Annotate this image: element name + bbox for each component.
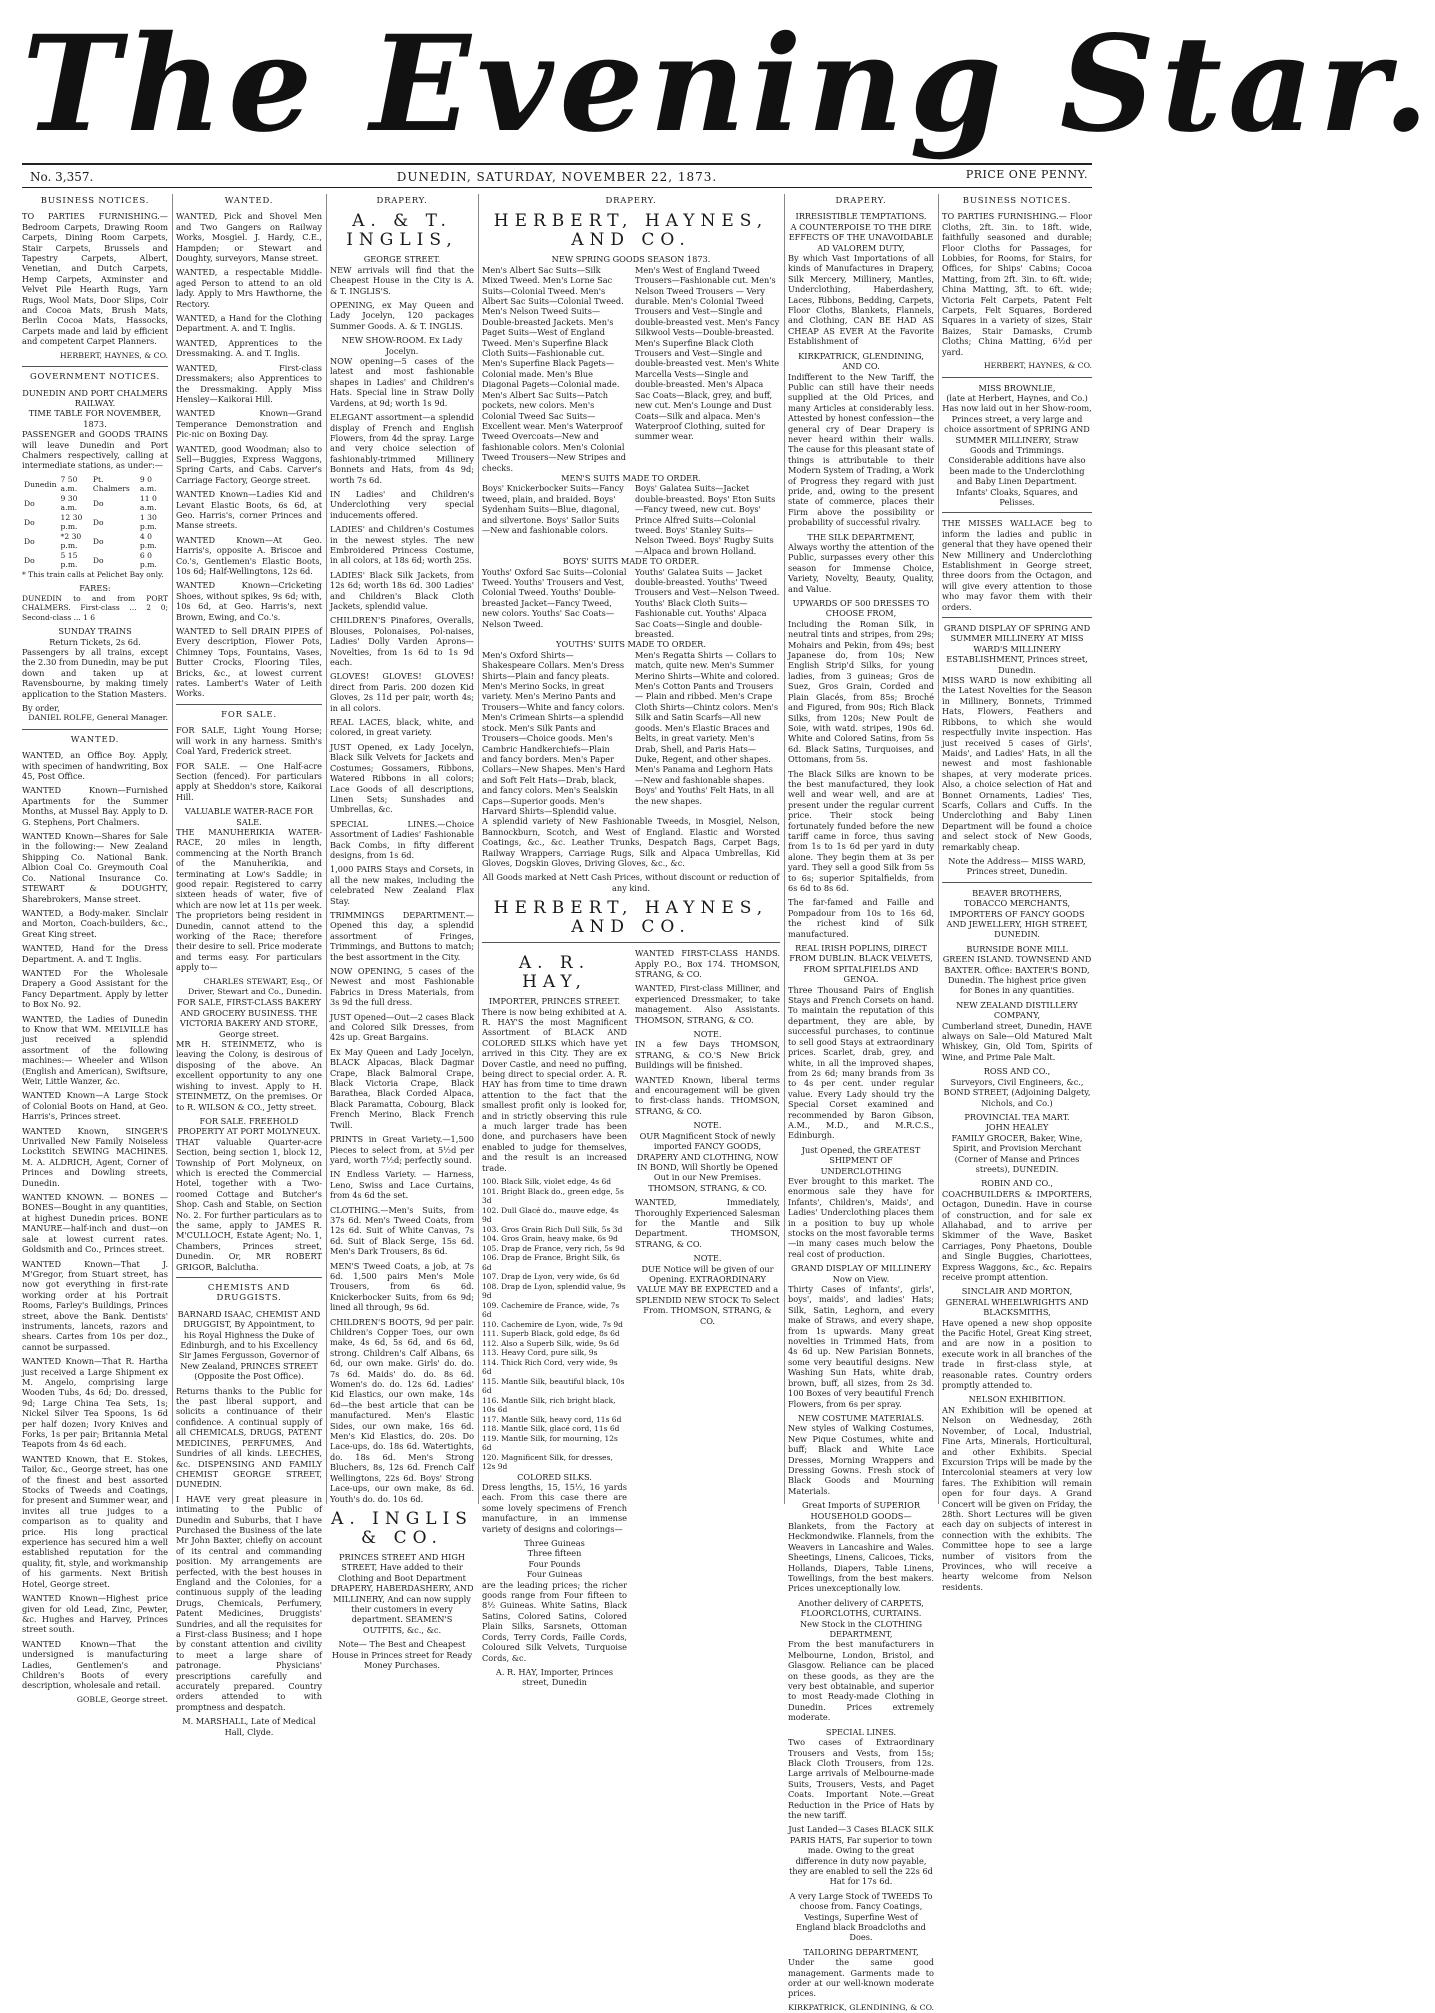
list-item: Three Guineas bbox=[524, 1538, 585, 1549]
firm-name: MISS BROWNLIE, bbox=[978, 382, 1056, 393]
cell: 12 30 p.m. bbox=[60, 512, 83, 532]
advert-title: UPWARDS OF 500 DRESSES TO CHOOSE FROM, bbox=[792, 598, 930, 619]
timetable bbox=[22, 475, 168, 570]
advert-title: GRAND DISPLAY OF MILLINERY Now on View. bbox=[790, 1263, 932, 1284]
list-item: 100. Black Silk, violet edge, 4s 6d bbox=[482, 1177, 612, 1187]
table-row bbox=[22, 494, 168, 513]
advert-title: FOR SALE. FREEHOLD PROPERTY AT PORT MOLYNEUX. bbox=[177, 1115, 321, 1137]
list-item: 113. Heavy Cord, pure silk, 9s bbox=[482, 1348, 598, 1358]
advert: JUST Opened, ex Lady Jocelyn, Black Silk Velvets for Jackets and Costumes; Gossamers, Ribbons, Watered Ribbons in all colors; Lace Goods of all descriptions, Linen Sets; Sunshades and Umbrellas, &c. bbox=[330, 741, 474, 815]
advert-signature: KIRKPATRICK, GLENDINING, & CO. bbox=[788, 2002, 934, 2012]
firm-address: IMPORTER, PRINCES STREET. bbox=[488, 996, 621, 1007]
cell: Do bbox=[24, 555, 35, 565]
advert: WANTED Known, SINGER'S Unrivalled New Family Noiseless Lockstitch SEWING MACHINES. M. A. ALDRICH, Agent, Corner of Princes and Dowling streets, Dunedin. bbox=[22, 1125, 168, 1188]
advert: By which Vast Importations of all kinds of Manufactures in Drapery, Silk Mercery, Millinery, Mantles, Underclothing, Haberdashery, Laces, Ribbons, Bedding, Carpets, Floor Cloths, Blankets, Flannels, and Clothing, CAN BE HAD AS CHEAP AS EVER At the Favorite Establishment of bbox=[788, 253, 934, 347]
divider bbox=[942, 377, 1092, 378]
list-item: 105. Drap de France, very rich, 5s 9d bbox=[482, 1243, 625, 1253]
advert: IN a few Days THOMSON, STRANG, & CO.'S New Brick Buildings will be finished. bbox=[635, 1039, 780, 1071]
cell: Do bbox=[24, 517, 35, 527]
advert: MEN'S Tweed Coats, a job, at 7s 6d. 1,500 pairs Men's Mole Trousers, from 6s 6d. Knickerbocker Suits, from 6s 9d; lined all through, 9s 6d. bbox=[330, 1260, 474, 1313]
sunday-subtitle: Return Tickets, 2s 6d. bbox=[49, 636, 141, 647]
cell: 4 0 p.m. bbox=[139, 531, 157, 551]
fares-title: FARES: bbox=[79, 583, 111, 594]
lower-section bbox=[482, 948, 780, 1688]
advert-title: Great Imports of SUPERIOR HOUSEHOLD GOODS— bbox=[801, 1500, 921, 1521]
advert: A very Large Stock of TWEEDS To choose from. Fancy Coatings, Vestings, Superfine West of England black Broadcloths and Does. bbox=[789, 1890, 933, 1943]
advert: Returns thanks to the Public for the past liberal support, and solicits a continuance of their confidence. A continual supply of all CHEMICALS, DRUGS, PATENT MEDICINES, PERFUMES, And Sundries of all kinds. LEECHES, &c. DISPENSING AND FAMILY CHEMIST GEORGE STREET, DUNEDIN. bbox=[176, 1385, 322, 1490]
advert-signature: GOBLE, George street. bbox=[76, 1694, 168, 1704]
timetable-title: TIME TABLE FOR NOVEMBER, 1873. bbox=[28, 408, 162, 429]
hay-advert bbox=[482, 948, 627, 1688]
advert-title: NEW COSTUME MATERIALS. bbox=[797, 1412, 925, 1423]
advert-signature: A. R. HAY, Importer, Princes street, Dunedin bbox=[495, 1666, 614, 1688]
clothing-list bbox=[482, 265, 780, 473]
firm-name: A. INGLIS & CO. bbox=[331, 1508, 473, 1548]
list-item: 104. Gros Grain, heavy make, 6s 9d bbox=[482, 1234, 618, 1244]
sunday-text: Passengers by all trains, except the 2.30 from Dunedin, may be put down and taken up at Ravensbourne, by making timely application to the Station Masters. bbox=[22, 646, 168, 699]
advert: CLOTHING.—Men's Suits, from 37s 6d. Men's Tweed Coats, from 12s 6d. Suit of White Canvas, 7s 6d. Suit of Black Serge, 15s 6d. Men's Dark Trousers, 8s 6d. bbox=[330, 1204, 474, 1257]
firm-name: KIRKPATRICK, GLENDINING, AND CO. bbox=[798, 350, 924, 372]
thomson-adverts bbox=[635, 948, 780, 1688]
firm-name: ROBIN AND CO., bbox=[981, 1178, 1053, 1189]
column-divider bbox=[938, 194, 939, 1504]
note-title: NOTE. bbox=[693, 1253, 722, 1264]
column-divider bbox=[478, 194, 479, 1504]
advert: OUR Magnificent Stock of newly imported FANCY GOODS, DRAPERY AND CLOTHING, NOW IN BOND, Will Shortly be Opened Out in our New Premises. THOMSON, STRANG, & CO. bbox=[636, 1130, 779, 1193]
advert-title: TAILORING DEPARTMENT, bbox=[803, 1946, 919, 1957]
cell: 6 0 p.m. bbox=[139, 550, 157, 570]
advert: There is now being exhibited at A. R. HAY'S the most Magnificent Assortment of BLACK AND COLORED SILKS which have yet arrived in this City. They are ex Dover Castle, and need no puffing, being direct to special order. A. R. HAY has from time to time drawn attention to the fact that the smallest profit only is looked for, and in strictly observing this rule a much larger trade has been done, and purchasers have been enabled to judge for themselves, and the result is an increased trade. bbox=[482, 1006, 627, 1173]
section-heading: DRAPERY. bbox=[376, 196, 428, 206]
advert: The far-famed and Faille and Pompadour from 10s to 16s 6d, the richest kind of Silk manufactured. bbox=[788, 897, 934, 939]
advert: WANTED Known—A Large Stock of Colonial Boots on Hand, at Geo. Harris's, Princes street. bbox=[22, 1090, 168, 1122]
column-divider bbox=[784, 194, 785, 1504]
clothing-list bbox=[482, 567, 780, 640]
advert-title: IRRESISTIBLE TEMPTATIONS. bbox=[795, 211, 927, 222]
table-row bbox=[22, 551, 168, 570]
advert: WANTED, good Woodman; also to Sell—Buggies, Express Waggons, Spring Carts, and Cabs. Carver's Carriage Factory, George street. bbox=[176, 443, 322, 485]
advert: TO PARTIES FURNISHING.— Floor Cloths, 2ft. 3in. to 18ft. wide, faithfully seasoned and durable; Floor Cloths for Passages, for Lobbies, for Rooms, for Stairs, for Offices, for Ships' Cabins; Cocoa Matting, from 2ft. 3in. to 6ft. wide; China Matting, 3ft. to 6ft. wide; Victoria Felt Carpets, Patent Felt Carpets, Felt Squares, Bordered Squares in a variety of sizes, Stair Baizes, Stair Damasks, Crumb Cloths; China Matting, 6½d per yard. bbox=[942, 211, 1092, 357]
firm-name: BEAVER BROTHERS, bbox=[972, 887, 1062, 898]
advert: WANTED Known—That the undersigned is manufacturing Ladies, Gentlemen's and Children's Boots of every description, wholesale and retail. bbox=[22, 1638, 168, 1691]
list-item: 106. Drap de France, Bright Silk, 6s 6d bbox=[482, 1253, 620, 1272]
list-item: 112. Also a Superb Silk, wide, 9s 6d bbox=[482, 1338, 620, 1348]
cell: Do bbox=[92, 536, 104, 546]
advert: WANTED Known—Cricketing Shoes, without spikes, 9s 6d; with, 10s 6d, at Geo. Harris's, next Brown, Ewing, and Co.'s. bbox=[176, 580, 322, 622]
cell: 5 15 p.m. bbox=[60, 550, 78, 570]
list-item: Three fifteen bbox=[527, 1548, 582, 1559]
advert: WANTED Known, that E. Stokes, Tailor, &c., George street, has one of the finest and best assorted Stocks of Tweeds and Coatings, for present and Summer wear, and invites all true judges to a comparison as to quality and price. His long practical experience has secured him a well established reputation for the quality, fit, style, and workmanship of his garments. Next British Hotel, George street. bbox=[22, 1453, 168, 1589]
advert: Just Landed—3 Cases BLACK SILK PARIS HATS, Far superior to town made. Owing to the great difference in duty now payable, they are enabled to sell the 22s 6d Hat for 17s 6d. bbox=[788, 1824, 934, 1887]
advert: NOW OPENING, 5 cases of the Newest and most Fashionable Fabrics in Dress Materials, from 3s 9d the full dress. bbox=[330, 966, 474, 1008]
advert: PRINCES STREET AND HIGH STREET, Have added to their Clothing and Boot Department DRAPERY, HABERDASHERY, AND MILLINERY, And can now supply their customers in every department. SEAMEN'S OUTFITS, &c., &c. bbox=[330, 1551, 474, 1635]
advert: THE MISSES WALLACE beg to inform the ladies and public in general that they have opened their New Millinery and Underclothing Establishment in George street, three doors from the Octagon, and will give every attention to those who may favor them with their orders. bbox=[942, 518, 1092, 612]
firm-name: A. & T. INGLIS, bbox=[346, 211, 458, 251]
advert: 1,000 PAIRS Stays and Corsets, in all the new makes, including the celebrated New Zealand Flax Stay. bbox=[330, 864, 474, 906]
advert-title: REAL IRISH POPLINS, DIRECT FROM DUBLIN. BLACK VELVETS, FROM SPITALFIELDS AND GENOA. bbox=[789, 943, 933, 985]
advert: MR H. STEINMETZ, who is leaving the Colony, is desirous of disposing of the above. An excellent opportunity to any one wishing to invest. Apply to H. STEINMETZ, On the premises. Or to R. WILSON & CO., Jetty street. bbox=[176, 1039, 322, 1112]
advert-signature: HERBERT, HAYNES, & CO. bbox=[983, 361, 1092, 371]
advert: COACHBUILDERS & IMPORTERS, Octagon, Dunedin. Have in course of construction, and for sale ex Allahabad, and to arrive per Skimmer of the Wave, Basket Carriages, Pony Phaetons, Double and Single Buggies, Chariottees, Express Waggons, &c., &c. Repairs receive prompt attention. bbox=[942, 1188, 1092, 1282]
advert: SPECIAL LINES.—Choice Assortment of Ladies' Fashionable Back Combs, in fifty different designs, from 1s 6d. bbox=[330, 818, 474, 860]
dateline-rule bbox=[22, 187, 1092, 188]
order-title: MEN'S SUITS MADE TO ORDER. bbox=[561, 472, 701, 483]
cell: Do bbox=[92, 498, 104, 508]
cell: Do bbox=[24, 498, 35, 508]
advert-title: GRAND DISPLAY OF SPRING AND SUMMER MILLINERY AT MISS WARD'S MILLINERY ESTABLISHMENT, Princes street, Dunedin. bbox=[943, 623, 1091, 675]
list-column: Boys' Galatea Suits—Jacket double-breasted. Boys' Eton Suits—Fancy tweed, new cut. Boys' Prince Alfred Suits—Colonial tweed. Boys' Stanley Suits—Nelson Tweed. Boys' Rugby Suits—Alpaca and brown Holland. bbox=[635, 483, 776, 556]
advert: TRIMMINGS DEPARTMENT.—Opened this day, a splendid assortment of Fringes, Trimmings, and Buttons to match; the best assortment in the City. bbox=[330, 909, 474, 962]
advert: WANTED, First-class Dressmakers; also Apprentices to the Dressmaking. Apply Miss Hensley—Kaikorai Hill. bbox=[176, 362, 322, 404]
advert: Indifferent to the New Tariff, the Public can still have their needs supplied at the Old Prices, and many Articles at considerably less. Attested by honest confession—the general cry of Dear Drapery is never heard within their walls. The cause for this pleasant state of things is attributable to their Modern System of Trading, a Work of Progress they regard with just pride, and, owing to the present state of commerce, places their Firm above the possibility or probability of successful rivalry. bbox=[788, 371, 934, 528]
advert: MISS WARD is now exhibiting all the Latest Novelties for the Season in Millinery, Bonnets, Trimmed Hats, Flowers, Feathers and Ribbons, to which she would respectfully invite inspection. Has just received 5 cases of Girls', Maids', and Ladies' Hats, in all the newest and most fashionable shapes, at very moderate prices. Also, a choice selection of Hat and Bonnet Ornaments, Ladies' Ties, Scarfs, Collars and Cuffs. In the Underclothing and Baby Linen Department will be found a choice and select stock of New Goods, remarkably cheap. bbox=[942, 675, 1092, 852]
order-title: BOYS' SUITS MADE TO ORDER. bbox=[562, 556, 700, 567]
column-5 bbox=[788, 194, 934, 2012]
advert: OPENING, ex May Queen and Lady Jocelyn, 120 packages Summer Goods. A. & T. INGLIS. bbox=[330, 300, 474, 331]
advert: WANTED Known—At Geo. Harris's, opposite A. Briscoe and Co.'s, Gentlemen's Elastic Boots, 10s 6d; Half-Wellingtons, 12s 6d. bbox=[176, 534, 322, 576]
firm-name: NEW ZEALAND DISTILLERY COMPANY, bbox=[956, 999, 1078, 1021]
section-heading: FOR SALE. bbox=[221, 709, 277, 720]
advert: IN Endless Variety. — Harness, Leno, Swiss and Lace Curtains, from 4s 6d the set. bbox=[330, 1169, 474, 1201]
firm-name: JOHN HEALEY bbox=[985, 1122, 1049, 1133]
list-item: 102. Dull Glacé do., mauve edge, 4s 9d bbox=[482, 1205, 619, 1225]
section-heading: WANTED. bbox=[224, 196, 274, 206]
firm-name: A. R. HAY, bbox=[518, 953, 591, 993]
advert-note: All Goods marked at Nett Cash Prices, without discount or reduction of any kind. bbox=[482, 872, 780, 893]
cell: 7 50 a.m. bbox=[60, 474, 78, 494]
advert: WANTED, a Body-maker. Sinclair and Morton, Coach-builders, &c., Great King street. bbox=[22, 907, 168, 939]
advert: Surveyors, Civil Engineers, &c., BOND STREET, (Adjoining Dalgety, Nichols, and Co.) bbox=[943, 1076, 1091, 1108]
table-row bbox=[22, 513, 168, 532]
advert: WANTED, an Office Boy. Apply, with specimen of handwriting, Box 45, Post Office. bbox=[22, 750, 168, 782]
section-heading: CHEMISTS AND DRUGGISTS. bbox=[207, 1283, 291, 1304]
advert: LADIES' and Children's Costumes in the newest styles. The new Embroidered Princess Costume, in all colors, at 18s 6d; worth 25s. bbox=[330, 524, 474, 566]
column-2 bbox=[176, 194, 322, 1737]
advert-note: Note— The Best and Cheapest House in Princes street for Ready Money Purchases. bbox=[331, 1639, 473, 1670]
cell: Pt. Chalmers bbox=[92, 474, 130, 494]
advert: WANTED KNOWN. — BONES — BONES—Bought in any quantities, at highest Dunedin prices. BONE MANURE—half-inch and dust—on sale at lowest current rates. Goldsmith and Co., Princes street. bbox=[22, 1192, 168, 1255]
issue-number: No. 3,357. bbox=[30, 170, 94, 184]
list-column: Youths' Galatea Suits — Jacket double-breasted. Youths' Tweed Trousers and Vest—Nelson Tweed. Youths' Black Cloth Suits—Fashionable cut. Youths' Alpaca Sac Coats—Single and double-breasted. bbox=[635, 566, 780, 640]
advert: WANTED, Immediately, Thoroughly Experienced Salesman for the Mantle and Silk Department. THOMSON, STRANG, & CO. bbox=[635, 1197, 780, 1249]
advert-title: THE SILK DEPARTMENT, bbox=[807, 531, 915, 542]
advert-title: COLORED SILKS. bbox=[517, 1471, 592, 1482]
top-rule bbox=[22, 163, 1092, 165]
advert: DUE Notice will be given of our Opening. EXTRAORDINARY VALUE MAY BE EXPECTED and a SPLENDID NEW STOCK To Select From. THOMSON, STRANG, & CO. bbox=[635, 1263, 780, 1326]
list-item: 118. Mantle Silk, glacé cord, 11s 6d bbox=[482, 1424, 620, 1434]
firm-name: HERBERT, HAYNES, AND CO. bbox=[493, 211, 769, 251]
advert: IN Ladies' and Children's Underclothing very special inducements offered. bbox=[330, 488, 474, 520]
advert: Including the Roman Silk, in neutral tints and stripes, from 29s; Mohairs and Pekin, from 49s; best Japanese do, from 10s; New English Strip'd Silks, for young ladies, from 3 guineas; Gros de Suez, Gros Grain, Corded and Plain Glacés, from 85s; Broché and Figured, from 90s; Rich Black Silks, from 120s; New Poult de Soie, with watd. stripes, 190s 6d. White and Colored Satins, from 5s 6d. Black Satins, Turquoises, and Ottomans, from 5s. bbox=[788, 618, 934, 765]
advert: WANTED, a Hand for the Clothing Department. A. and T. Inglis. bbox=[176, 313, 322, 334]
advert-title: PROVINCIAL TEA MART. bbox=[964, 1111, 1070, 1122]
list-item: 115. Mantle Silk, beautiful black, 10s 6d bbox=[482, 1376, 625, 1396]
advert: WANTED, First-class Milliner, and experienced Dressmaker, to take management. Also Assistants. THOMSON, STRANG, & CO. bbox=[635, 983, 780, 1025]
advert: FOR SALE. — One Half-acre Section (fenced). For particulars apply at Sheddon's store, Kaikorai Hill. bbox=[176, 760, 322, 802]
dateline: DUNEDIN, SATURDAY, NOVEMBER 22, 1873. bbox=[396, 170, 718, 184]
column-4 bbox=[482, 194, 780, 1688]
advert-title: Just Opened, the GREATEST SHIPMENT OF UNDERCLOTHING bbox=[801, 1144, 921, 1176]
advert: Have opened a new shop opposite the Pacific Hotel, Great King street, and are now in a position to execute work in all branches of the trade in first-class style, at reasonable rates. Country orders promptly attended to. bbox=[942, 1317, 1092, 1391]
cell: 9 30 a.m. bbox=[60, 493, 78, 513]
list-item: 108. Drap de Lyon, splendid value, 9s 9d bbox=[482, 1281, 626, 1301]
advert: WANTED Known—Shares for Sale in the following:— New Zealand Shipping Co. National Bank. Albion Coal Co. Greymouth Coal Co. National Insurance Co. STEWART & DOUGHTY, Sharebrokers, Manse street. bbox=[22, 831, 168, 904]
clothing-list bbox=[482, 650, 780, 817]
advert: I HAVE very great pleasure in intimating to the Public of Dunedin and Suburbs, that I have Purchased the Business of the late Mr John Baxter, chiefly on account of its central and commanding position. My arrangements are perfected, with the best houses in England and the Colonies, for a continuous supply of the leading Drugs, Chemicals, Perfumery, Patent Medicines, Druggists' Sundries, and all the requisites for a First-class Business; and I hope by constant attention and civility to meet a large share of patronage. Physicians' prescriptions carefully and accurately prepared. Country orders attended to with promptness and despatch. bbox=[176, 1493, 322, 1712]
list-column: Boys' Knickerbocker Suits—Fancy tweed, plain, and braided. Boys' Sydenham Suits—Blue, diagonal, and silvertone. Boys' Sailor Suits—New and fashionable colors. bbox=[482, 483, 624, 535]
advert-title: VALUABLE WATER-RACE FOR SALE. bbox=[184, 806, 314, 827]
list-column: Men's West of England Tweed Trousers—Fashionable cut. Men's Nelson Tweed Trousers — Very durable. Men's Colonial Tweed Trousers and Vest—Single and double-breasted vest. Men's Fancy Silkwool Vests—Double-breasted. Men's Superfine Black Cloth Trousers and Vest—Single and double-breasted vest. Men's White Marcella Vests—Single and double-breasted. Men's Alpaca Sac Coats—Black, grey, and buff, new cut. Men's Lounge and Dust Coats—Silk and alpaca. Men's Waterproof Clothing, suited for summer wear. bbox=[635, 264, 780, 442]
advert: WANTED Known—Grand Temperance Demonstration and Pic-nic on Boxing Day. bbox=[176, 408, 322, 440]
advert: BARNARD ISAAC, CHEMIST AND DRUGGIST, By Appointment, to his Royal Highness the Duke of Edinburgh, and to his Excellency Sir James Fergusson, Governor of New Zealand, PRINCES STREET (Opposite the Post Office). bbox=[177, 1308, 321, 1382]
advert-signature: CHARLES STEWART, Esq., Of Driver, Stewart and Co., Dunedin. bbox=[187, 976, 322, 997]
advert-title: A COUNTERPOISE TO THE DIRE EFFECTS OF THE UNAVOIDABLE AD VALOREM DUTY, bbox=[788, 221, 934, 253]
table-row bbox=[22, 532, 168, 551]
advert: FOR SALE, Light Young Horse; will work in any harness. Smith's Coal Yard, Frederick street. bbox=[176, 725, 322, 757]
advert: Two cases of Extraordinary Trousers and Vests, from 15s; Black Cloth Trousers, from 12s. Large arrivals of Melbourne-made Suits, Trousers, Vests, and Paget Coats. Important Note.—Great Reduction in the Price of Hats by the new tariff. bbox=[788, 1737, 934, 1820]
advert: WANTED FIRST-CLASS HANDS. Apply P.O., Box 174. THOMSON, STRANG, & CO. bbox=[635, 948, 780, 979]
advert: Dress lengths, 15, 15½, 16 yards each. From this case there are some lovely specimens of French manufacture, in an immense variety of designs and colorings— bbox=[482, 1482, 627, 1534]
advert: GREEN ISLAND. TOWNSEND AND BAXTER. Office: BAXTER'S BOND, Dunedin. The highest price given for Bones in any quantities. bbox=[942, 954, 1092, 996]
firm-name: HERBERT, HAYNES, AND CO. bbox=[493, 898, 769, 938]
advert-signature: DANIEL ROLFE, General Manager. bbox=[28, 713, 168, 723]
section-heading: BUSINESS NOTICES. bbox=[40, 196, 150, 206]
list-column: Men's Oxford Shirts—Shakespeare Collars. Men's Dress Shirts—Plain and fancy pleats. Men's Merino Socks, in great variety. Men's Merino Pants and Trousers—White and fancy colors. Men's Crimean Shirts—a splendid stock. Men's Silk Pants and Trousers—Choice goods. Men's Cambric Handkerchiefs—Plain and fancy borders. Men's Paper Collars—New Shapes. Men's Hard and Soft Felt Hats—Drab, black, and fancy colors. Men's Sealskin Caps—Superior goods. Men's Harvard Shirts—Splendid value. bbox=[482, 649, 626, 816]
list-item: 109. Cachemire de France, wide, 7s 6d bbox=[482, 1300, 620, 1320]
list-item: 111. Superb Black, gold edge, 8s 6d bbox=[482, 1329, 620, 1339]
list-item: 117. Mantle Silk, heavy cord, 11s 6d bbox=[482, 1414, 622, 1424]
column-3 bbox=[330, 194, 474, 1670]
column-divider bbox=[326, 194, 327, 1504]
advert: PRINTS in Great Variety.—1,500 Pieces to select from, at 5½d per yard, worth 7½d; perfectly sound. bbox=[330, 1134, 474, 1165]
advert: NEW arrivals will find that the Cheapest House in the City is A. & T. INGLIS'S. bbox=[330, 264, 474, 296]
advert-signature: HERBERT, HAYNES, & CO. bbox=[59, 350, 168, 360]
divider bbox=[942, 617, 1092, 618]
section-heading: BUSINESS NOTICES. bbox=[962, 196, 1072, 206]
advert: New styles of Walking Costumes, New Pique Costumes, white and buff; Black and White Lace Dresses, Morning Wrappers and Dressing Gowns. Fresh stock of Black Goods and Mourning Materials. bbox=[788, 1423, 934, 1496]
cell: *2 30 p.m. bbox=[60, 531, 82, 551]
column-divider bbox=[172, 194, 173, 1504]
advert: Ever brought to this market. The enormous sale they have for Infants', Children's, Maids', and Ladies' Underclothing places them in a position to buy up whole stocks on the most favorable terms—in many cases much below the real cost of production. bbox=[788, 1175, 934, 1259]
advert: Cumberland street, Dunedin, HAVE always on Sale—Old Matured Malt Whiskey, Gin, Old Tom, Spirits of Wine, and Prime Pale Malt. bbox=[942, 1020, 1092, 1062]
price: PRICE ONE PENNY. bbox=[965, 168, 1088, 181]
advert-signature: M. MARSHALL, Late of Medical Hall, Clyde. bbox=[182, 1716, 316, 1737]
column-1 bbox=[22, 194, 168, 1704]
advert: CHILDREN'S BOOTS, 9d per pair. Children's Copper Toes, our own make, 4s 6d, 5s 6d, and 6s 6d, strong. Children's Calf Albans, 6s 6d, our own make. Girls' do. do. 7s 6d. Maids' do. do. 8s 6d. Women's do. do. 12s 6d. Ladies' Kid Elastics, our own make, 14s 6d—the best article that can be manufactured. Men's Elastic Sides, our own make, 16s 6d. Men's Kid Elastics, do. 20s. Do Lace-ups, do. 18s 6d. Watertights, do. 18s 6d. Men's Strong Bluchers, 8s, 12s 6d. French Calf Wellingtons, 22s 6d. Boys' Strong Lace-ups, our own make, 8s 6d. Youth's do. do. 10s 6d. bbox=[330, 1316, 474, 1504]
column-6 bbox=[942, 194, 1092, 1592]
list-item: 116. Mantle Silk, rich bright black, 10s 6d bbox=[482, 1395, 616, 1415]
advert: WANTED Known—Ladies Kid and Levant Elastic Boots, 6s 6d, at Geo. Harris's, corner Princes and Manse streets. bbox=[176, 489, 322, 531]
cell: Do bbox=[92, 517, 104, 527]
advert: WANTED to Sell DRAIN PIPES of Every description, Flower Pots, Chimney Tops, Fountains, Vases, Butter Crocks, Flooring Tiles, Bricks, &c., at lowest current rates. Lambert's Water of Leith Works. bbox=[176, 626, 322, 699]
sunday-title: SUNDAY TRAINS bbox=[58, 626, 132, 637]
firm-name: ROSS AND CO., bbox=[983, 1066, 1051, 1077]
advert-title: SPECIAL LINES. bbox=[825, 1726, 897, 1737]
advert: Ex May Queen and Lady Jocelyn, BLACK Alpacas, Black Dagmar Crape, Black Balmoral Crape, Black Victoria Crape, Black Barathea, Black Corded Alpaca, Black Paramatta, Cobourg, Black French Merino, Black French Twill. bbox=[330, 1046, 474, 1130]
list-item: 110. Cachemire de Lyon, wide, 7s 9d bbox=[482, 1319, 623, 1329]
advert: WANTED For the Wholesale Drapery a Good Assistant for the Fancy Department. Apply by letter to Box No. 92. bbox=[22, 967, 168, 1010]
advert: WANTED Known—Highest price given for old Lead, Zinc, Pewter, &c. Hughes and Harvey, Princes street south. bbox=[22, 1593, 168, 1635]
cell: Do bbox=[92, 555, 104, 565]
advert: A splendid variety of New Fashionable Tweeds, in Mosgiel, Nelson, Bannockburn, Scotch, and West of England. Elastic and Worsted Coatings, &c., &c. Leather Trunks, Despatch Bags, Carpet Bags, Railway Wrappers, Carriage Rugs, Silk and Alpaca Umbrellas, Kid Gloves, Dogskin Gloves, Driving Gloves, &c., &c. bbox=[482, 816, 780, 868]
list-column: Youths' Oxford Sac Suits—Colonial Tweed. Youths' Trousers and Vest, Colonial Tweed. Youths' Double-breasted Jacket—Fancy Tweed, new colors. Youths' Sac Coats—Nelson Tweed. bbox=[482, 566, 627, 629]
divider bbox=[482, 942, 780, 943]
advert-title: FOR SALE, FIRST-CLASS BAKERY AND GROCERY BUSINESS. THE VICTORIA BAKERY AND STORE, George street. bbox=[177, 997, 321, 1039]
section-heading: GOVERNMENT NOTICES. bbox=[29, 372, 161, 383]
order-title: YOUTHS' SUITS MADE TO ORDER. bbox=[556, 639, 706, 650]
advert: THE MANUHERIKIA WATER-RACE, 20 miles in length, commencing at the North Branch of the Manuherikia, and terminating at Low's Saddle; in good repair. Registered to carry sixteen heads of water, five of which are now let at 11s per week. The proprietors being resident in Dunedin, cannot attend to the working of the Race; therefore their desire to sell. Price moderate and terms easy. For particulars apply to— bbox=[176, 826, 322, 973]
advert: WANTED Known—That J. M'Gregor, from Stuart street, has now got everything in first-rate working order at his Portrait Rooms, Farley's Buildings, Princes street, above the Bank. Dentists' instruments, lancets, razors and shears. Cartes from 10s per doz., cannot be surpassed. bbox=[22, 1258, 168, 1352]
advert-title: Another delivery of CARPETS, FLOORCLOTHS, CURTAINS. bbox=[798, 1597, 924, 1619]
fares-text: DUNEDIN to and from PORT CHALMERS. First-class ... 2 0; Second-class ... 1 6 bbox=[22, 593, 168, 622]
season-title: NEW SPRING GOODS SEASON 1873. bbox=[551, 254, 711, 265]
advert: CHILDREN'S Pinafores, Overalls, Blouses, Polonaises, Pol-naises, Ladies' Dolly Varden Aprons—Novelties, from 1s 6d to 1s 9d each. bbox=[330, 615, 474, 668]
cell: 1 30 p.m. bbox=[139, 512, 157, 532]
clothing-list bbox=[482, 483, 780, 556]
list-item: 120. Magnificent Silk, for dresses, 12s 9d bbox=[482, 1452, 613, 1472]
list-column: Men's Albert Sac Suits—Silk Mixed Tweed. Men's Lorne Sac Suits—Colonial Tweed. Men's Albert Sac Suits—Colonial Tweed. Men's Nelson Tweed Suits—Double-breasted Jackets. Men's Paget Suits—West of England Tweed. Men's Superfine Black Cloth Suits—Fashionable cut. Men's Superfine Black Pagets—Colonial made. Men's Blue Diagonal Pagets—Colonial made. Men's Albert Sac Suits—Patch pockets, new colors. Men's Colonial Tweed Sac Suits—Excellent wear. Men's Waterproof Tweed Overcoats—New and fashionable colors. Men's Colonial Tweed Trousers—New Stripes and checks. bbox=[482, 264, 626, 473]
table-row bbox=[22, 475, 168, 494]
masthead bbox=[22, 7, 1435, 162]
advert: WANTED, Hand for the Dress Department. A. and T. Inglis. bbox=[22, 943, 168, 964]
advert: JUST Opened—Out—2 cases Black and Colored Silk Dresses, from 42s up. Great Bargains. bbox=[330, 1011, 474, 1043]
timetable-note: * This train calls at Pelichet Bay only. bbox=[22, 569, 164, 579]
cell: 11 0 a.m. bbox=[139, 493, 157, 513]
cell: 9 0 a.m. bbox=[139, 474, 157, 494]
timetable-text: PASSENGER and GOODS TRAINS will leave Dunedin and Port Chalmers respectively, calling at intermediate stations, as under:— bbox=[22, 429, 168, 471]
list-item: Four Guineas bbox=[526, 1569, 583, 1580]
advert: LADIES' Black Silk Jackets, from 12s 6d; worth 18s 6d. 300 Ladies' and Children's Black Cloth Jackets, splendid value. bbox=[330, 569, 474, 611]
advert: WANTED, Apprentices to the Dressmaking. A. and T. Inglis. bbox=[176, 337, 322, 359]
advert: WANTED Known—That R. Hartha just received a Large Shipment ex M. Angelo, comprising large Wooden Tubs, 4s 6d; Do. dressed, 9d; Large China Tea Sets, 1s; Nickel Silver Tea Spoons, 1s 6d per half dozen; Ivory Knives and Forks, 1s per pair; Britannia Metal Teapots from 4s 6d each. bbox=[22, 1356, 168, 1450]
advert: FAMILY GROCER, Baker, Wine, Spirit, and Provision Merchant (Corner of Manse and Princes streets), DUNEDIN. bbox=[951, 1132, 1083, 1174]
advert: From the best manufacturers in Melbourne, London, Bristol, and Glasgow. Reliance can be placed on these goods, as they are the very best obtainable, and superior to most Ready-made Clothing in Dunedin. Prices extremely moderate. bbox=[788, 1639, 934, 1723]
firm-address: GEORGE STREET. bbox=[363, 254, 441, 265]
advert: NOW opening—5 cases of the latest and most fashionable shapes in Ladies' and Children's Hats. Special line in Straw Dolly Vardens, at 9d; worth 1s 9d. bbox=[330, 356, 474, 408]
cell: Do bbox=[24, 536, 35, 546]
cell: Dunedin bbox=[24, 479, 57, 489]
advert: Always worthy the attention of the Public, surpasses every other this season for Immense Choice, Variety, Novelty, Beauty, Quality, and Value. bbox=[788, 542, 934, 594]
note-title: NOTE. bbox=[693, 1029, 722, 1040]
list-column: Men's Regatta Shirts — Collars to match, quite new. Men's Summer Merino Shirts—White and colored. Men's Cotton Pants and Trousers — Plain and ribbed. Men's Crape Cloth Shirts—Chintz colors. Men's Silk and Satin Scarfs—All new goods. Men's Elastic Braces and Belts, in great variety. Men's Drab, Shell, and Paris Hats—Duke, Regent, and other shapes. Men's Panama and Leghorn Hats—New and fashionable shapes. Boys' and Youths' Felt Hats, in all the new shapes. bbox=[635, 649, 780, 806]
divider bbox=[942, 512, 1092, 513]
advert: Thirty Cases of infants', girls', boys', maids', and ladies' Hats; Silk, Satin, Leghorn, and every make of Straws, and every shape, from 1s upwards. Many great novelties in Trimmed Hats, from 4s 6d up. New Parisian Bonnets, some very beautiful designs. New Washing Sun Hats, white drab, brown, buff, all sizes, from 2s 3d. 100 Boxes of very beautiful French Flowers, from 6s per spray. bbox=[788, 1284, 934, 1409]
advert: WANTED, Pick and Shovel Men and Two Gangers on Railway Works, Mosgiel. J. Hardy, C.E., Hampden; or Stewart and Doughty, surveyors, Manse street. bbox=[176, 211, 322, 264]
advert: AN Exhibition will be opened at Nelson on Wednesday, 26th November, of Local, Industrial, Fine Arts, Minerals, Horticultural, and other Exhibits. Special Excursion Trips will be made by the Intercolonial steamers at very low fares. The Exhibition will remain open for four days. A Grand Concert will be given on Friday, the 28th. Short Lectures will be given each day on subjects of interest in connection with the exhibits. The Committee hope to see a large number of visitors from the Provinces, who will receive a hearty welcome from Nelson residents. bbox=[942, 1404, 1092, 1592]
newspaper-title: The Evening Star. bbox=[22, 7, 1435, 162]
advert: WANTED Known—Furnished Apartments for the Summer Months, at Mussel Bay. Apply to D. G. Stephens, Port Chalmers. bbox=[22, 785, 168, 827]
silk-list bbox=[482, 1177, 627, 1472]
advert: GLOVES! GLOVES! GLOVES! direct from Paris. 200 dozen Kid Gloves, 2s 11d per pair, worth 4s; in all colors. bbox=[330, 671, 474, 713]
firm-name: SINCLAIR AND MORTON, GENERAL WHEELWRIGHTS AND BLACKSMITHS, bbox=[945, 1286, 1089, 1318]
advert: (late at Herbert, Haynes, and Co.) Has now laid out in her Show-room, Princes street, a very large and choice assortment of SPRING AND SUMMER MILLINERY, Straw Goods and Trimmings. Considerable additions have also been made to the Underclothing and Baby Linen Department. Infants' Cloaks, Squares, and Pelisses. bbox=[942, 392, 1092, 507]
list-item: 107. Drap de Lyon, very wide, 6s 6d bbox=[482, 1272, 620, 1282]
list-item: 103. Gros Grain Rich Dull Silk, 5s 3d bbox=[482, 1224, 623, 1234]
advert: Under the same good management. Garments made to order at our well-known moderate prices. bbox=[788, 1957, 934, 1999]
railway-title: DUNEDIN AND PORT CHALMERS RAILWAY. bbox=[22, 387, 168, 408]
advert-title: NELSON EXHIBITION. bbox=[968, 1394, 1066, 1405]
firm-name: BURNSIDE BONE MILL bbox=[966, 943, 1068, 954]
advert: Blankets, from the Factory at Heckmondwike. Flannels, from the Weavers in Lancashire and Wales. Sheetings, Linens, Calicoes, Ticks, Hollands, Diapers, Table Linens, Towellings, from the best makers. Prices unexceptionally low. bbox=[788, 1520, 934, 1594]
advert: THAT valuable Quarter-acre Section, being section 1, block 12, Township of Port Molyneux, on which is erected the Commercial Hotel, together with a Two-roomed Cottage and Butcher's Shop. Cash and Stable, on Section No. 2. For further particulars as to the same, apply to JAMES R. M'CULLOCH, Estate Agent; No. 1, Chambers, Princes street, Dunedin. Or, MR ROBERT GRIGOR, Balclutha. bbox=[176, 1136, 322, 1272]
advert: The Black Silks are known to be the best manufactured, they look well and wear well, and are at present under the regular current price. Their stock being fortunately funded before the new tariff came in force, thus saving from 1s to 1s 6d per yard in duty alone. They begin them at 3s per yard. They sell a good Silk from 5s to 6s; superior Spitalfields, from 6s 6d to 8s 6d. bbox=[788, 768, 934, 893]
advert: WANTED, the Ladies of Dunedin to Know that WM. MELVILLE has just received a splendid assortment of the following machines:— Wheeler and Wilson (English and American), Swiftsure, Weir, Little Wanzer, &c. bbox=[22, 1013, 168, 1086]
section-heading: DRAPERY. bbox=[835, 196, 887, 206]
advert: are the leading prices; the richer goods range from Four fifteen to 8½ Guineas. White Satins, Black Satins, Colored Satins, Colored Plain Silks, Sarsnets, Ottoman Cords, Terry Cords, Faille Cords, Coloured Silk Velvets, Turquoise Cords, &c. bbox=[482, 1579, 627, 1663]
advert: TO PARTIES FURNISHING.— Bedroom Carpets, Drawing Room Carpets, Dining Room Carpets, Stair Carpets, Brussels and Tapestry Carpets, Albert, Venetian, and Dutch Carpets, Hemp Carpets, Axminster and Velvet Pile Hearth Rugs, Yarn Rugs, Wool Mats, Door Slips, Coir and Cocoa Mats, Brush Mats, Berlin Cocoa Mats, Hassocks, Carpets made and laid by efficient and competent Carpet Planners. bbox=[22, 211, 168, 347]
advert-title: New Stock in the CLOTHING DEPARTMENT, bbox=[799, 1618, 923, 1640]
divider bbox=[22, 366, 168, 367]
divider bbox=[22, 729, 168, 730]
advert: REAL LACES, black, white, and colored, in great variety. bbox=[330, 717, 474, 738]
divider bbox=[176, 1277, 322, 1278]
section-heading: WANTED. bbox=[70, 734, 120, 745]
sunday-by-order: By order, bbox=[22, 703, 60, 713]
advert: TOBACCO MERCHANTS, IMPORTERS OF FANCY GOODS AND JEWELLERY, HIGH STREET, DUNEDIN. bbox=[946, 898, 1088, 940]
advert: WANTED, a respectable Middle-aged Person to attend to an old lady. Apply to Mrs Hawthorne, the Rectory. bbox=[176, 267, 322, 309]
advert-signature: Note the Address— MISS WARD, Princes street, Dunedin. bbox=[948, 855, 1086, 877]
list-item: Four Pounds bbox=[528, 1558, 581, 1569]
section-heading: DRAPERY. bbox=[605, 196, 657, 206]
list-item: 119. Mantle Silk, for mourning, 12s 6d bbox=[482, 1433, 618, 1453]
advert: Three Thousand Pairs of English Stays and French Corsets on hand. To maintain the reputation of this department, they are able, by successful purchases, to continue to sell good Stays at extraordinary prices. Scarlet, drab, grey, and white, in all the improved shapes, from 2s 6d; many brands from 3s to 4s per cent. under regular value. Every Lady should try the Special Corset examined and recommended by Baron Gibson, A.M., M.D., and M.R.C.S., Edinburgh. bbox=[788, 984, 934, 1141]
list-item: 101. Bright Black do., green edge, 5s 3d bbox=[482, 1186, 624, 1206]
advert-title: NEW SHOW-ROOM. Ex Lady Jocelyn. bbox=[341, 335, 463, 356]
list-item: 114. Thick Rich Cord, very wide, 9s 6d bbox=[482, 1357, 618, 1377]
divider bbox=[176, 704, 322, 705]
divider bbox=[942, 882, 1092, 883]
advert: ELEGANT assortment—a splendid display of French and English Flowers, from 4d the spray. Large and very choice selection of fashionably-trimmed Millinery Bonnets and Hats, from 4s 9d; worth 7s 6d. bbox=[330, 412, 474, 485]
note-title: NOTE. bbox=[693, 1120, 722, 1131]
advert: WANTED Known, liberal terms and encouragement will be given to first-class hands. THOMSON, STRANG, & CO. bbox=[635, 1074, 780, 1116]
